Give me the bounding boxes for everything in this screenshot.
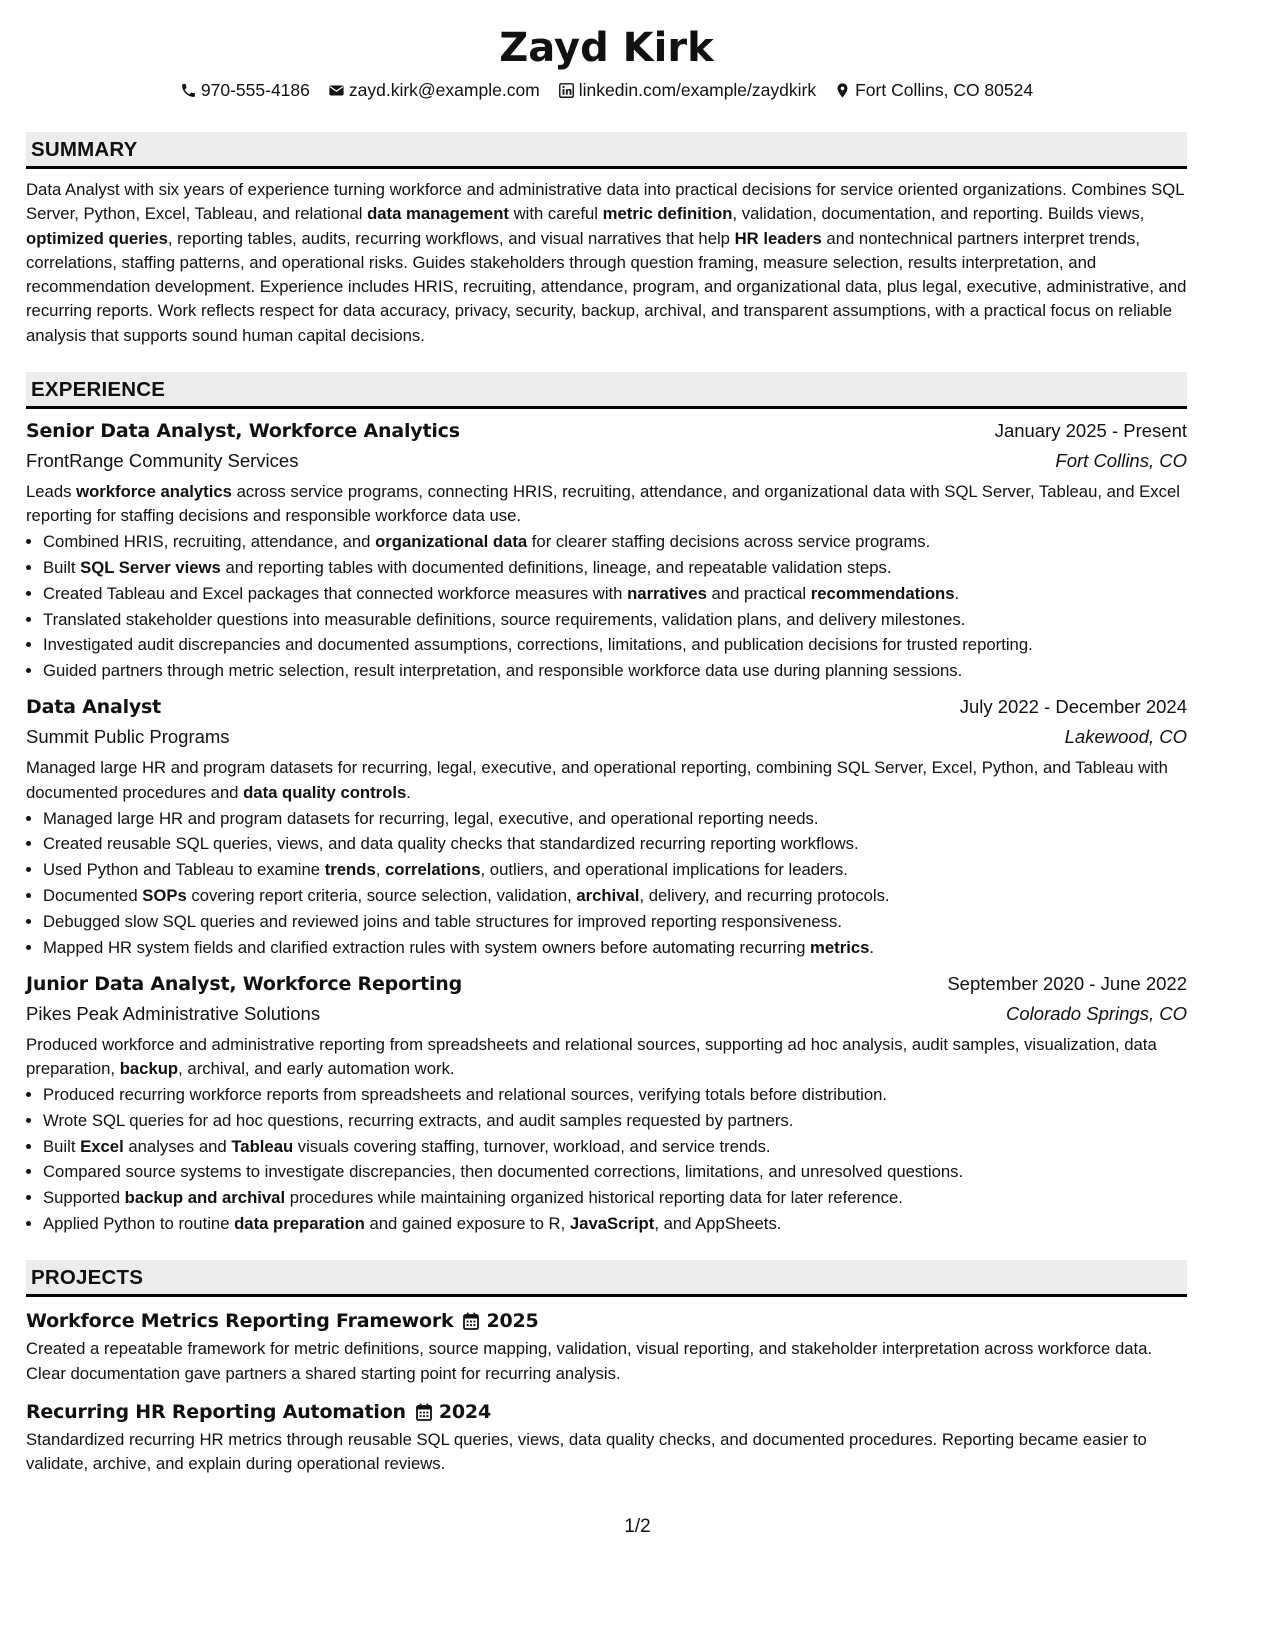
job-title: Junior Data Analyst, Workforce Reporting	[26, 972, 463, 995]
job-bullet: • Debugged slow SQL queries and reviewed joins and table structures for improved reporting responsiveness.	[43, 910, 1187, 934]
calendar-icon	[463, 1312, 479, 1330]
project-description: Created a repeatable framework for metric definitions, source mapping, validation, visual reporting, and stakeholder interpretation across workforce data. Clear documentation gave partners a shared starting point for recurring analysis.	[26, 1339, 1153, 1383]
envelope-icon	[328, 82, 345, 99]
job-entry	[26, 692, 1187, 959]
job-company: Pikes Peak Administrative Solutions	[26, 1002, 321, 1024]
job-title-row	[26, 692, 1187, 722]
project-description: Standardized recurring HR metrics through reusable SQL queries, views, data quality checks, and documented procedures. Reporting became easier to validate, archive, and explain during operational reviews.	[26, 1429, 1147, 1474]
section-heading-summary: SUMMARY	[26, 132, 1187, 169]
job-bullet: • Created reusable SQL queries, views, and data quality checks that standardized recurring reporting workflows.	[43, 832, 1187, 856]
map-pin-icon	[834, 82, 851, 99]
project-entry	[26, 1398, 1187, 1477]
project-year	[463, 1307, 538, 1335]
bold-keyword: Tableau	[231, 1136, 294, 1156]
project-entry	[26, 1307, 1187, 1386]
job-description: Managed large HR and program datasets for recurring, legal, executive, and operational reporting, combining SQL Server, Excel, Python, and Tableau with documented procedures and data quality controls.	[26, 758, 1168, 802]
project-year-text: 2024	[438, 1400, 491, 1423]
experience-list	[26, 416, 1187, 1236]
bold-keyword: archival	[576, 885, 640, 905]
job-bullet: • Produced recurring workforce reports from spreadsheets and relational sources, verifying totals before distribution.	[43, 1083, 1187, 1107]
job-company-row	[26, 722, 1187, 752]
job-bullet: • Combined HRIS, recruiting, attendance, and organizational data for clearer staffing decisions across service programs.	[43, 530, 1187, 554]
contact-bar	[26, 78, 1187, 102]
job-dates: September 2020 - June 2022	[947, 972, 1187, 994]
job-location: Lakewood, CO	[1064, 726, 1187, 748]
project-year-text: 2025	[486, 1310, 539, 1333]
job-bullets	[26, 1083, 1187, 1236]
job-bullet: • Managed large HR and program datasets for recurring, legal, executive, and operational reporting needs.	[43, 807, 1187, 831]
bold-keyword: data preparation	[234, 1213, 365, 1233]
contact-phone[interactable]	[180, 78, 310, 102]
bold-keyword: backup	[119, 1059, 179, 1079]
job-title: Data Analyst	[26, 696, 162, 719]
job-bullet: • Created Tableau and Excel packages that connected workforce measures with narratives and practical recommendations.	[43, 582, 1187, 606]
bold-keyword: optimized queries	[26, 228, 168, 248]
job-bullet: • Built SQL Server views and reporting tables with documented definitions, lineage, and repeatable validation steps.	[43, 556, 1187, 580]
bold-keyword: workforce analytics	[76, 482, 232, 502]
job-dates: July 2022 - December 2024	[959, 696, 1187, 718]
job-bullet: • Guided partners through metric selection, result interpretation, and responsible workforce data use during planning sessions.	[43, 659, 1187, 683]
job-entry	[26, 416, 1187, 683]
email-text: zayd.kirk@example.com	[348, 80, 540, 100]
linkedin-icon	[558, 82, 575, 99]
summary-text: Data Analyst with six years of experience turning workforce and administrative data into practical decisions for service oriented organizations. Combines SQL Server, Python, Excel, Tableau, and relational data management with careful metric definition, validation, documentation, and reporting. Builds views, optimized queries, reporting tables, audits, recurring workflows, and visual narratives that help HR leaders and nontechnical partners interpret trends, correlations, staffing patterns, and operational risks. Guides stakeholders through question framing, measure selection, results interpretation, and recommendation development. Experience includes HRIS, recruiting, attendance, program, and organizational data, plus legal, executive, administrative, and recurring reports. Work reflects respect for data accuracy, privacy, security, backup, archival, and transparent assumptions, with a practical focus on reliable analysis that supports sound human capital decisions.	[26, 180, 1187, 345]
bold-keyword: metric definition	[602, 204, 733, 224]
project-year	[416, 1398, 491, 1426]
contact-location	[834, 78, 1033, 102]
job-bullet: • Applied Python to routine data preparation and gained exposure to R, JavaScript, and AppSheets.	[43, 1212, 1187, 1236]
job-title-row	[26, 969, 1187, 999]
job-bullet: • Translated stakeholder questions into measurable definitions, source requirements, validation plans, and delivery milestones.	[43, 608, 1187, 632]
project-title: Recurring HR Reporting Automation	[26, 1400, 406, 1423]
bold-keyword: JavaScript	[569, 1213, 655, 1233]
job-bullet: • Built Excel analyses and Tableau visuals covering staffing, turnover, workload, and service trends.	[43, 1135, 1187, 1159]
bold-keyword: backup and archival	[124, 1188, 286, 1208]
bold-keyword: Excel	[80, 1136, 124, 1156]
job-bullets	[26, 530, 1187, 683]
projects-list	[26, 1307, 1187, 1476]
bold-keyword: organizational data	[375, 532, 528, 552]
job-dates: January 2025 - Present	[994, 420, 1187, 442]
job-title-row	[26, 416, 1187, 446]
bold-keyword: correlations	[385, 860, 481, 880]
bold-keyword: metrics	[810, 937, 870, 957]
job-entry	[26, 969, 1187, 1236]
job-company-row	[26, 999, 1187, 1029]
bold-keyword: HR leaders	[734, 228, 822, 248]
project-title: Workforce Metrics Reporting Framework	[26, 1310, 454, 1333]
job-title: Senior Data Analyst, Workforce Analytics	[26, 420, 460, 443]
job-company: FrontRange Community Services	[26, 450, 299, 472]
phone-icon	[180, 82, 197, 99]
job-company-row	[26, 446, 1187, 476]
job-location: Fort Collins, CO	[1055, 450, 1187, 472]
bold-keyword: data quality controls	[243, 782, 407, 802]
project-header	[26, 1398, 1187, 1426]
page-number: 1/2	[624, 1516, 651, 1537]
bold-keyword: narratives	[627, 583, 707, 603]
contact-linkedin[interactable]	[558, 78, 816, 102]
bold-keyword: recommendations	[810, 583, 955, 603]
location-text: Fort Collins, CO 80524	[855, 80, 1034, 100]
job-bullets	[26, 807, 1187, 960]
candidate-name: Zayd Kirk	[499, 25, 714, 71]
job-company: Summit Public Programs	[26, 726, 230, 748]
bold-keyword: SQL Server views	[80, 557, 221, 577]
job-location: Colorado Springs, CO	[1006, 1002, 1187, 1024]
bold-keyword: data management	[367, 204, 509, 224]
phone-text: 970-555-4186	[200, 80, 310, 100]
linkedin-text: linkedin.com/example/zaydkirk	[578, 80, 817, 100]
job-bullet: • Documented SOPs covering report criteria, source selection, validation, archival, delivery, and recurring protocols.	[43, 884, 1187, 908]
job-bullet: • Investigated audit discrepancies and documented assumptions, corrections, limitations, and publication decisions for trusted reporting.	[43, 633, 1187, 657]
job-bullet: • Wrote SQL queries for ad hoc questions, recurring extracts, and audit samples requested by partners.	[43, 1109, 1187, 1133]
contact-email[interactable]	[328, 78, 540, 102]
job-bullet: • Supported backup and archival procedures while maintaining organized historical reporting data for later reference.	[43, 1186, 1187, 1210]
section-heading-experience: EXPERIENCE	[26, 372, 1187, 409]
job-bullet: • Used Python and Tableau to examine trends, correlations, outliers, and operational implications for leaders.	[43, 858, 1187, 882]
job-description: Leads workforce analytics across service programs, connecting HRIS, recruiting, attendance, and organizational data with SQL Server, Tableau, and Excel reporting for staffing decisions and responsible workforce data use.	[26, 482, 1180, 526]
bold-keyword: trends	[324, 860, 376, 880]
bold-keyword: SOPs	[142, 885, 187, 905]
calendar-icon	[416, 1403, 432, 1421]
job-description: Produced workforce and administrative reporting from spreadsheets and relational sources, supporting ad hoc analysis, audit samples, visualization, data preparation, backup, archival, and early automation work.	[26, 1034, 1157, 1079]
job-bullet: • Mapped HR system fields and clarified extraction rules with system owners before automating recurring metrics.	[43, 936, 1187, 960]
section-heading-projects: PROJECTS	[26, 1260, 1187, 1297]
job-bullet: • Compared source systems to investigate discrepancies, then documented corrections, limitations, and unresolved questions.	[43, 1160, 1187, 1184]
project-header	[26, 1307, 1187, 1335]
